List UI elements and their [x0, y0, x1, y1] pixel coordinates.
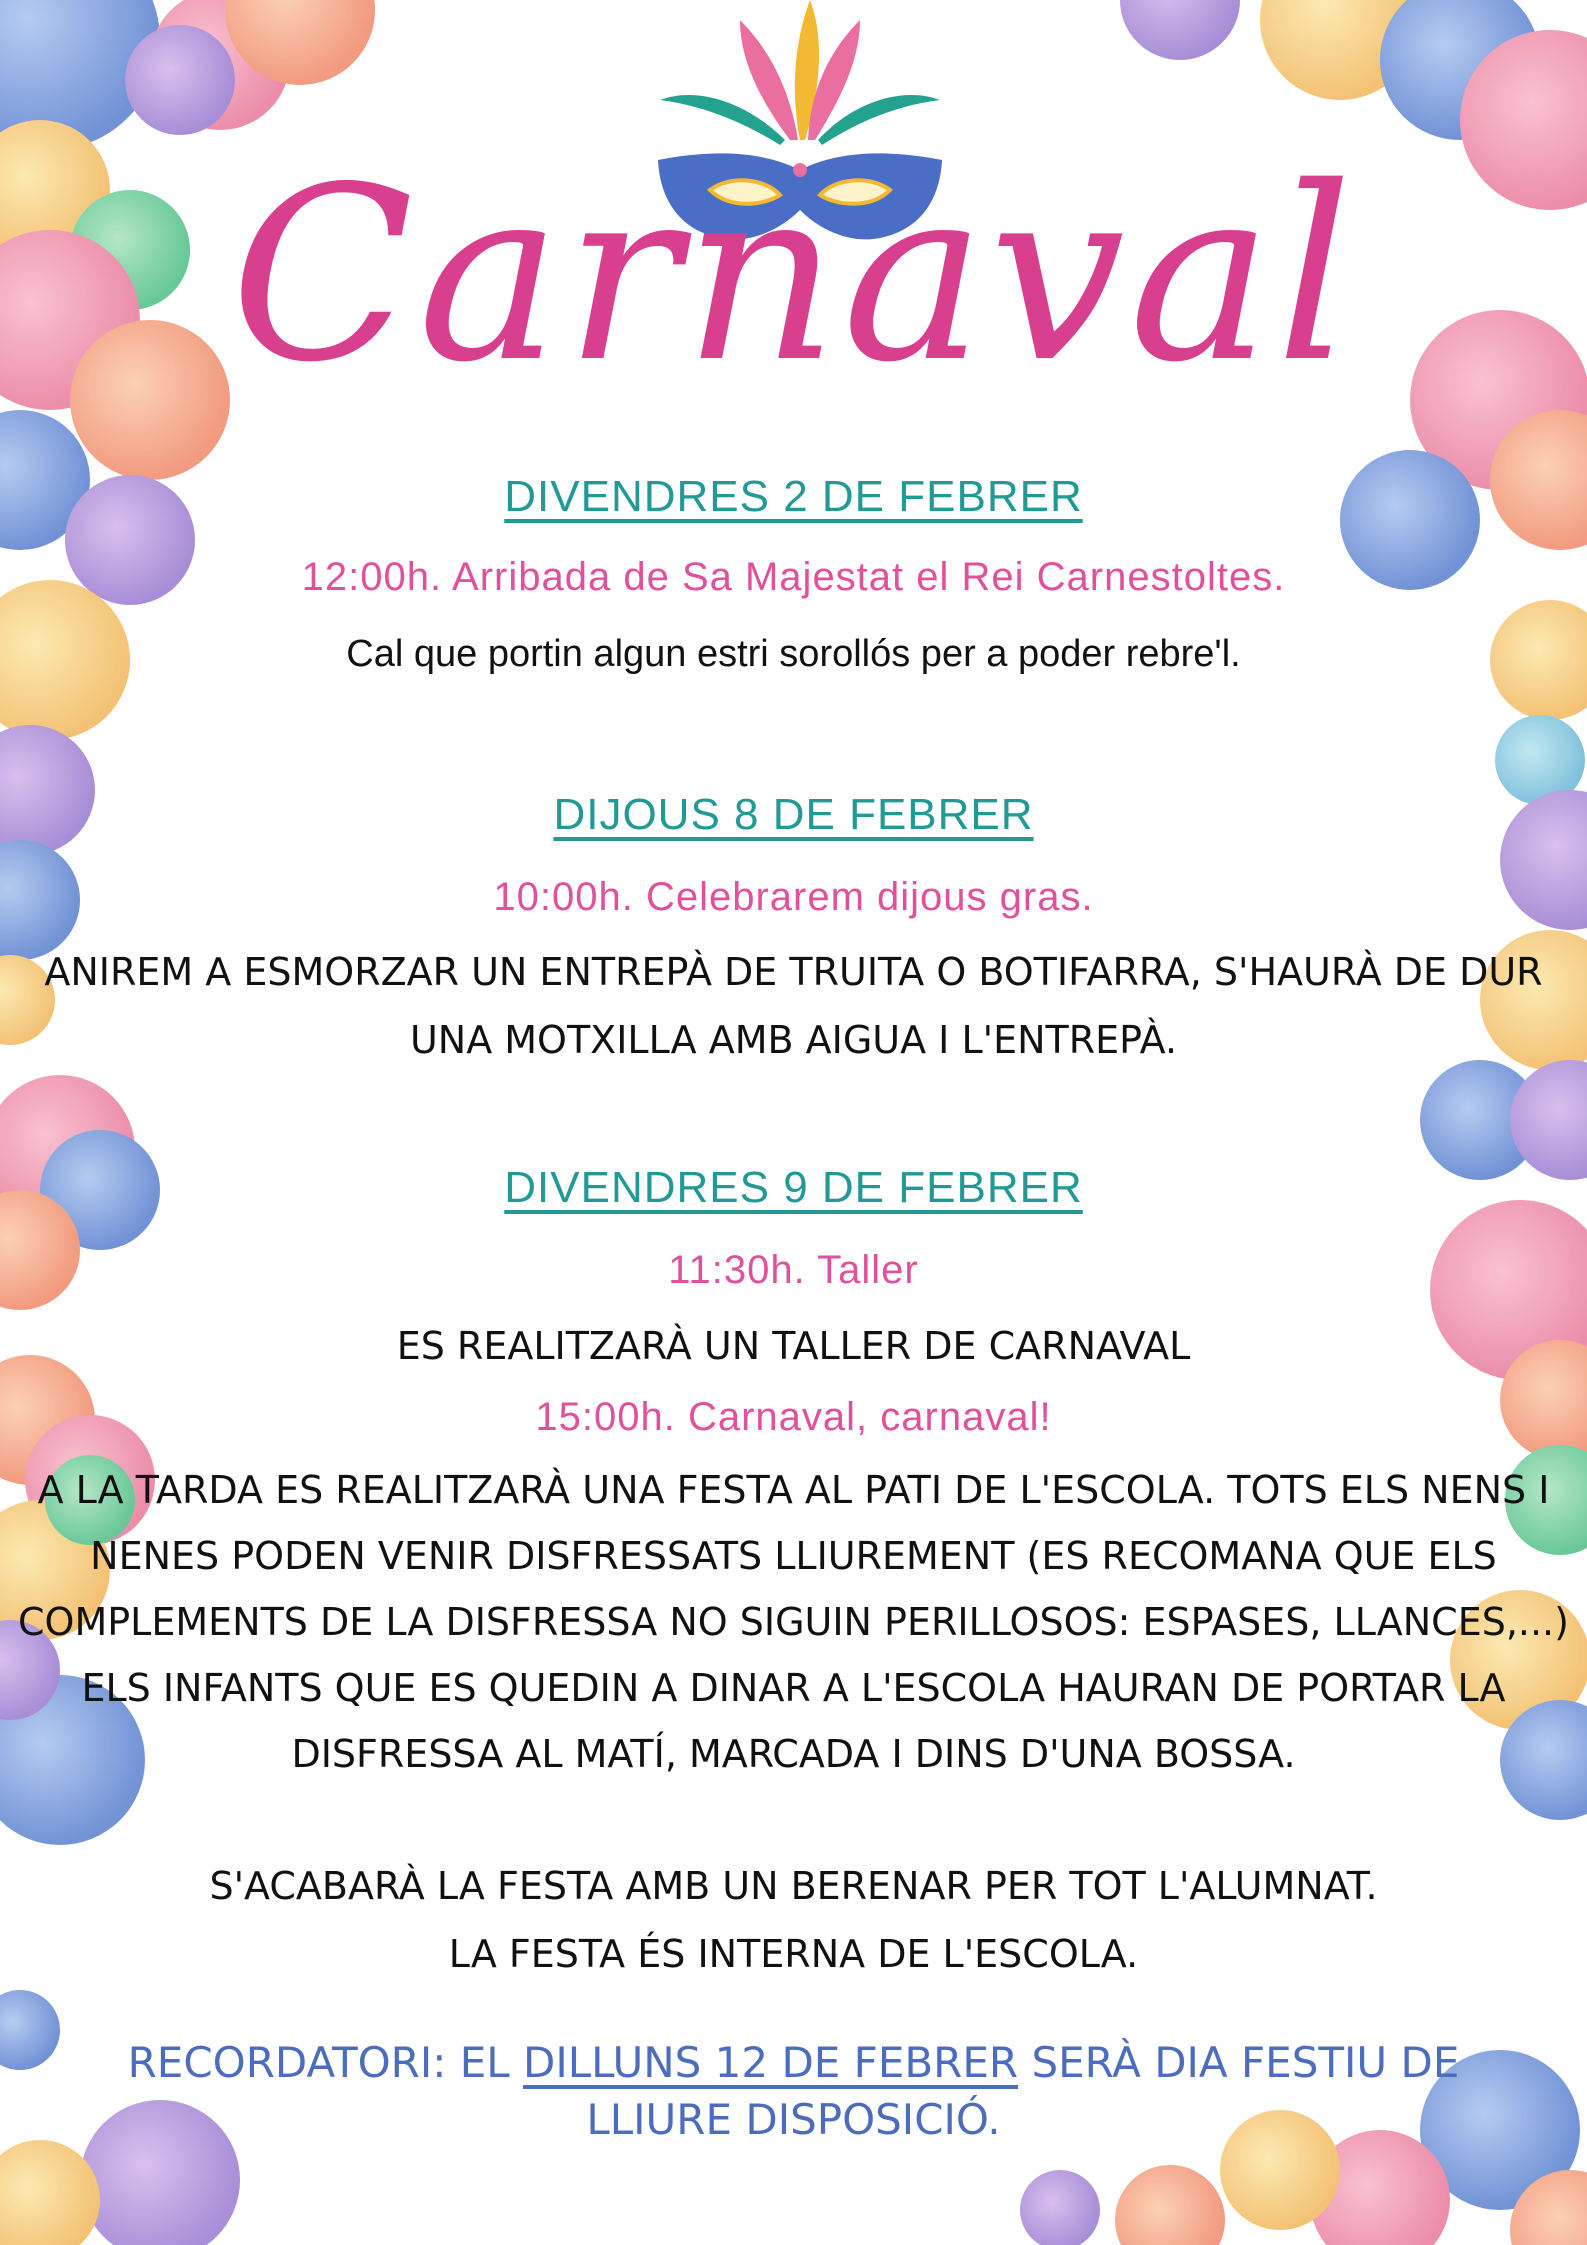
event-3-closing-1: S'ACABARÀ LA FESTA AMB UN BERENAR PER TOT L'ALUMNAT.	[209, 1864, 1378, 1908]
event-3-desc: ES REALITZARÀ UN TALLER DE CARNAVAL	[396, 1324, 1191, 1368]
event-1-desc: Cal que portin algun estri sorollós per a poder rebre'l.	[346, 633, 1241, 675]
event-2-desc-line-1: ANIREM A ESMORZAR UN ENTREPÀ DE TRUITA O BOTIFARRA, S'HAURÀ DE DUR	[44, 950, 1543, 994]
event-3-line-4: ELS INFANTS QUE ES QUEDIN A DINAR A L'ESCOLA HAURAN DE PORTAR LA	[81, 1666, 1506, 1710]
event-1-day: DIVENDRES 2 DE FEBRER	[504, 472, 1083, 521]
event-3-line-1: A LA TARDA ES REALITZARÀ UNA FESTA AL PATI DE L'ESCOLA. TOTS ELS NENS I	[37, 1468, 1550, 1512]
reminder-line-1	[0, 2035, 1587, 2091]
event-2-time: 10:00h. Celebrarem dijous gras.	[493, 875, 1094, 919]
reminder-prefix: RECORDATORI: EL	[127, 2038, 524, 2087]
event-2-desc-line-2: UNA MOTXILLA AMB AIGUA I L'ENTREPÀ.	[409, 1018, 1178, 1062]
event-1-time: 12:00h. Arribada de Sa Majestat el Rei Carnestoltes.	[301, 555, 1286, 599]
event-2-day: DIJOUS 8 DE FEBRER	[553, 790, 1034, 839]
event-3-line-3: COMPLEMENTS DE LA DISFRESSA NO SIGUIN PERILLOSOS: ESPASES, LLANCES,...)	[18, 1600, 1569, 1644]
event-3-closing-2: LA FESTA ÉS INTERNA DE L'ESCOLA.	[448, 1932, 1139, 1976]
event-3-line-2: NENES PODEN VENIR DISFRESSATS LLIUREMENT (ES RECOMANA QUE ELS	[90, 1534, 1497, 1578]
event-3-time: 11:30h. Taller	[668, 1248, 919, 1292]
event-3-line-5: DISFRESSA AL MATÍ, MARCADA I DINS D'UNA BOSSA.	[291, 1732, 1296, 1776]
event-3-day: DIVENDRES 9 DE FEBRER	[504, 1163, 1083, 1212]
page-title: Carnaval	[230, 135, 1357, 415]
reminder-suffix: SERÀ DIA FESTIU DE	[1018, 2038, 1460, 2087]
reminder-date: DILLUNS 12 DE FEBRER	[523, 2038, 1019, 2087]
reminder-line-2: LLIURE DISPOSICIÓ.	[586, 2095, 1001, 2144]
event-3-time-2: 15:00h. Carnaval, carnaval!	[535, 1395, 1052, 1439]
